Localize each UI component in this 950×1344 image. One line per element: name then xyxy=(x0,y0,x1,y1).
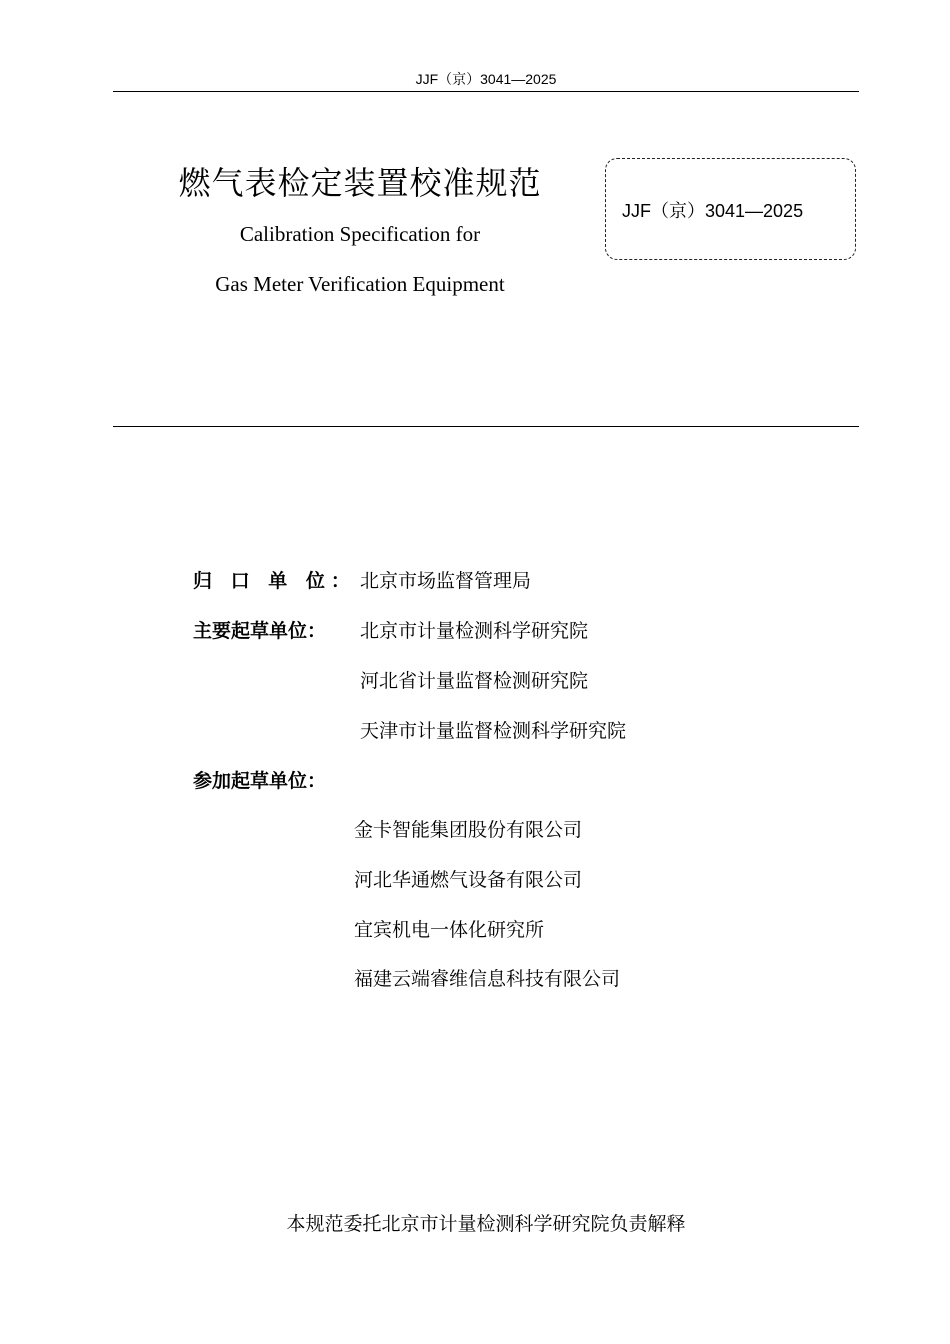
participating-unit-item: 河北华通燃气设备有限公司 xyxy=(354,869,583,891)
document-title-chinese: 燃气表检定装置校准规范 xyxy=(178,164,542,202)
main-drafting-unit-item: 天津市计量监督检测科学研究院 xyxy=(360,720,627,742)
specification-code: JJF（京）3041—2025 xyxy=(622,201,804,221)
document-title-english-line2: Gas Meter Verification Equipment xyxy=(215,272,505,296)
participating-unit-item: 福建云端睿维信息科技有限公司 xyxy=(354,968,621,990)
running-header: JJF（京）3041—2025 xyxy=(415,71,557,87)
main-drafting-unit-item: 河北省计量监督检测研究院 xyxy=(360,670,589,692)
document-title-english-line1: Calibration Specification for xyxy=(239,222,481,246)
responsible-unit-value: 北京市场监督管理局 xyxy=(360,570,532,592)
responsible-unit-label: 归 口 单 位： xyxy=(193,570,356,592)
participating-units-label: 参加起草单位： xyxy=(193,770,327,792)
section-rule xyxy=(113,426,859,427)
header-rule xyxy=(113,91,859,92)
main-drafting-unit-item: 北京市计量检测科学研究院 xyxy=(360,620,589,642)
main-drafting-units-label: 主要起草单位： xyxy=(193,620,327,642)
interpretation-note: 本规范委托北京市计量检测科学研究院负责解释 xyxy=(286,1213,686,1235)
participating-unit-item: 宜宾机电一体化研究所 xyxy=(354,919,545,941)
participating-unit-item: 金卡智能集团股份有限公司 xyxy=(354,819,583,841)
specification-code-box xyxy=(605,158,856,260)
